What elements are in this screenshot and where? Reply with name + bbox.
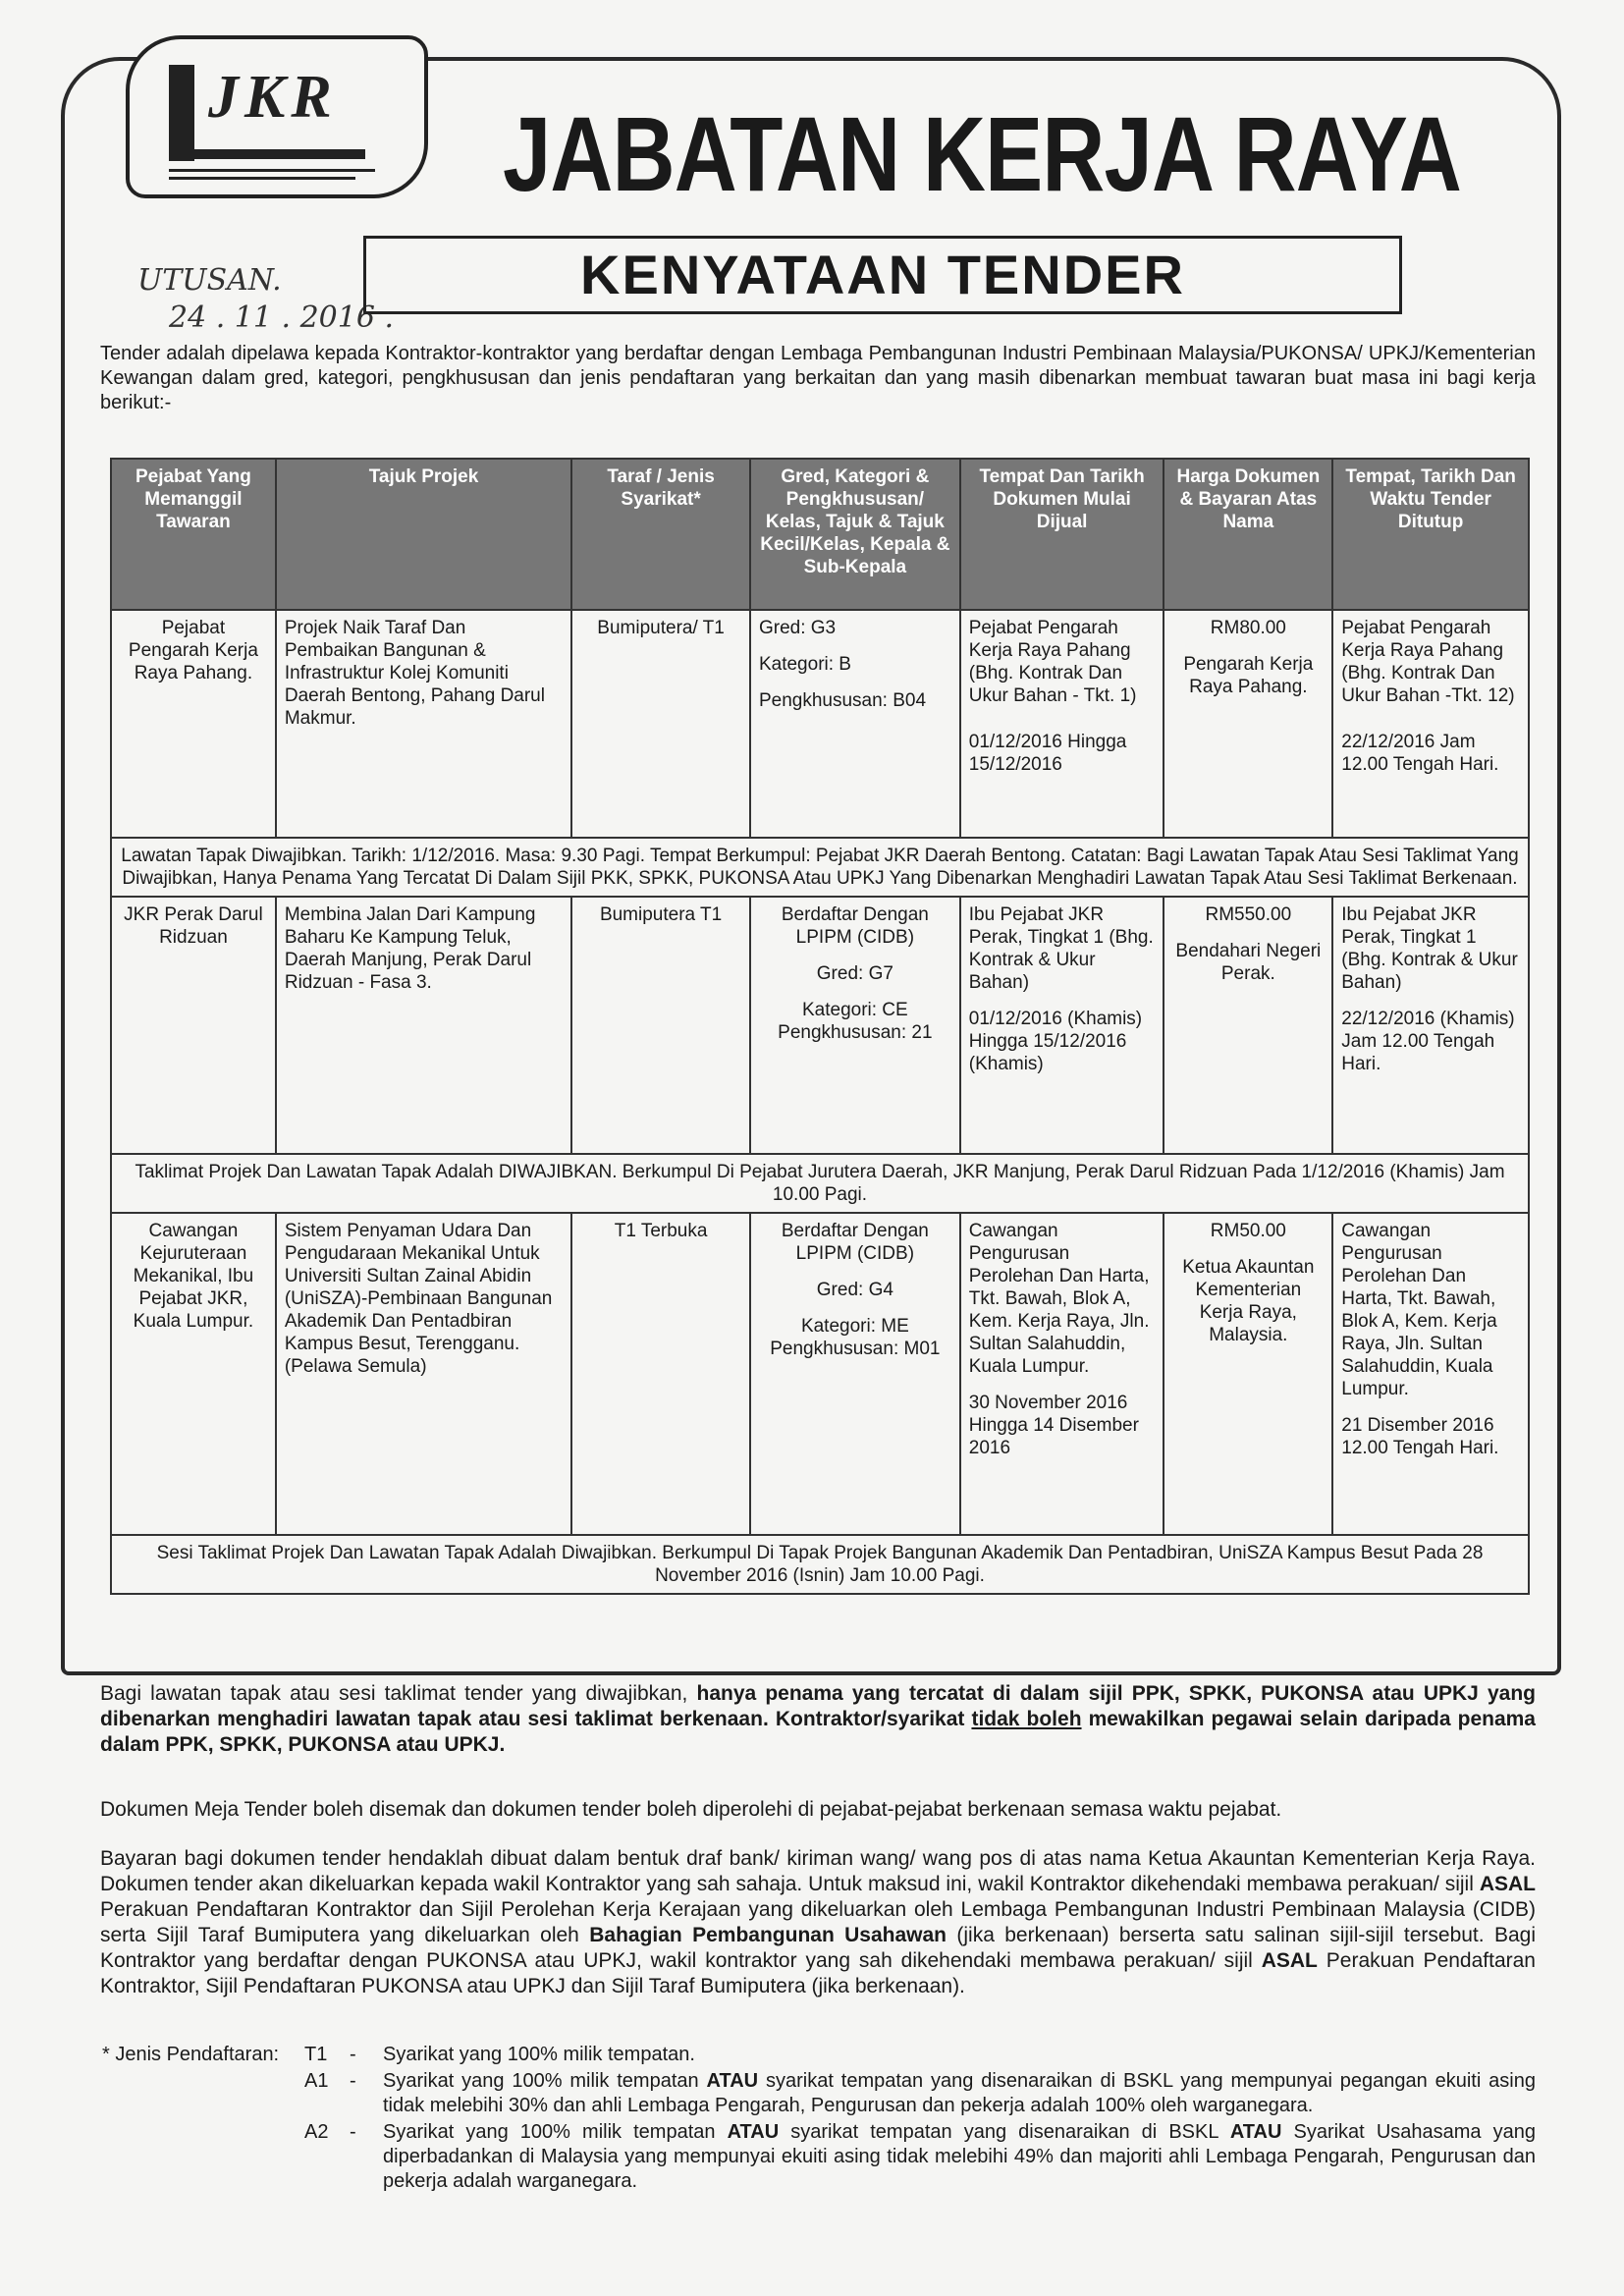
cell-grade — [750, 897, 960, 1154]
main-title: JABATAN KERJA RAYA — [503, 94, 1462, 213]
header-project: Tajuk Projek — [276, 459, 571, 610]
types-heading: * Jenis Pendaftaran: — [102, 2044, 280, 2065]
table-note-row — [111, 838, 1529, 897]
price-payee: Bendahari Negeri Perak. — [1175, 941, 1322, 984]
subtitle: KENYATAAN TENDER — [580, 244, 1185, 305]
type-description — [383, 2069, 1536, 2118]
type-code: A2 — [304, 2121, 329, 2143]
table-header-row — [111, 459, 1529, 610]
site-visit-note: Taklimat Projek Dan Lawatan Tapak Adalah DIWAJIBKAN. Berkumpul Di Pejabat Jurutera Daerah, JKR Manjung, Perak Darul Ridzuan Pada 1/12/2016 (Khamis) Jam 10.00 Pagi. — [111, 1154, 1529, 1213]
grade-line: Berdaftar Dengan LPIPM (CIDB) — [781, 904, 929, 948]
grade-line: Kategori: CE Pengkhususan: 21 — [778, 1000, 933, 1043]
close-date: 22/12/2016 (Khamis) Jam 12.00 Tengah Hari. — [1341, 1009, 1515, 1074]
type-code: T1 — [304, 2044, 328, 2065]
close-date: 22/12/2016 Jam 12.00 Tengah Hari. — [1341, 732, 1499, 775]
type-text: Syarikat Usahasama yang diperbadankan di Malaysia yang mempunyai ekuiti asing tidak melebihi 49% dan majoriti ahli Lembaga Pengarah, Pengurusan dan pekerja adalah warganegara. — [383, 2121, 1537, 2192]
registration-types — [102, 2043, 1536, 2196]
cell-grade — [750, 1213, 960, 1535]
grade-line: Gred: G4 — [816, 1280, 893, 1300]
para3-bold: Bahagian Pembangunan Usahawan — [589, 1924, 947, 1946]
tender-table — [110, 458, 1530, 1595]
header-price: Harga Dokumen & Bayaran Atas Nama — [1164, 459, 1332, 610]
type-row-a2 — [102, 2120, 1536, 2194]
price-payee: Pengarah Kerja Raya Pahang. — [1183, 654, 1314, 697]
cell-place — [960, 1213, 1164, 1535]
cell-close — [1332, 1213, 1529, 1535]
para3-text: Perakuan Pendaftaran Kontraktor, Sijil Pendaftaran PUKONSA atau UPKJ dan Sijil Taraf Bumiputera (jika berkenaan). — [100, 1949, 1536, 1997]
para3-bold: ASAL — [1261, 1949, 1318, 1972]
para1-underline: tidak boleh — [971, 1708, 1082, 1730]
cell-office: JKR Perak Darul Ridzuan — [111, 897, 276, 1154]
type-text: Syarikat yang 100% milik tempatan — [383, 2121, 728, 2143]
cell-status: Bumiputera/ T1 — [571, 610, 750, 838]
para3-bold: ASAL — [1479, 1873, 1536, 1895]
place-text: Ibu Pejabat JKR Perak, Tingkat 1 (Bhg. Kontrak & Ukur Bahan) — [968, 904, 1154, 993]
grade-line: Gred: G7 — [816, 963, 893, 984]
table-row — [111, 897, 1529, 1154]
header-close: Tempat, Tarikh Dan Waktu Tender Ditutup — [1332, 459, 1529, 610]
grade-line: Pengkhususan: B04 — [758, 690, 927, 711]
price-amount: RM80.00 — [1210, 618, 1286, 638]
type-row-a1 — [102, 2069, 1536, 2118]
place-dates: 01/12/2016 (Khamis) Hingga 15/12/2016 (Khamis) — [968, 1009, 1143, 1074]
payment-paragraph — [100, 1846, 1536, 1999]
table-row — [111, 610, 1529, 838]
logo-text: JKR — [208, 64, 338, 131]
site-visit-note: Sesi Taklimat Projek Dan Lawatan Tapak Adalah Diwajibkan. Berkumpul Di Tapak Projek Bangunan Akademik Dan Pentadbiran, UniSZA Kampus Besut Pada 28 November 2016 (Isnin) Jam 10.00 Pagi. — [111, 1535, 1529, 1594]
place-text: Cawangan Pengurusan Perolehan Dan Harta, Tkt. Bawah, Blok A, Kem. Kerja Raya, Jln. Sultan Salahuddin, Kuala Lumpur. — [968, 1221, 1150, 1377]
cell-place — [960, 610, 1164, 838]
cell-office: Pejabat Pengarah Kerja Raya Pahang. — [111, 610, 276, 838]
grade-line: Kategori: ME Pengkhususan: M01 — [770, 1316, 941, 1359]
price-amount: RM50.00 — [1210, 1221, 1286, 1241]
site-visit-note: Lawatan Tapak Diwajibkan. Tarikh: 1/12/2016. Masa: 9.30 Pagi. Tempat Berkumpul: Pejabat JKR Daerah Bentong. Catatan: Bagi Lawatan Tapak Atau Sesi Taklimat Yang Diwajibkan, Hanya Penama Yang Tercatat Di Dalam Sijil PKK, SPKK, PUKONSA Atau UPKJ Yang Dibenarkan Menghadiri Lawatan Tapak Atau Sesi Taklimat Berkenaan. — [111, 838, 1529, 897]
type-dash: - — [350, 2121, 356, 2143]
handwritten-source: UTUSAN. — [137, 263, 282, 298]
para3-text: (jika berkenaan) berserta satu salinan sijil-sijil tersebut. Bagi Kontraktor yang berdaftar dengan PUKONSA atau UPKJ, wakil kontraktor yang sah dikehendaki membawa perakuan/ sijil — [100, 1924, 1536, 1972]
table-note-row — [111, 1154, 1529, 1213]
type-code: A1 — [304, 2070, 329, 2092]
grade-line: Kategori: B — [758, 654, 851, 675]
close-place: Ibu Pejabat JKR Perak, Tingkat 1 (Bhg. Kontrak & Ukur Bahan) — [1341, 904, 1518, 993]
price-amount: RM550.00 — [1205, 904, 1292, 925]
close-place: Pejabat Pengarah Kerja Raya Pahang (Bhg. Kontrak Dan Ukur Bahan -Tkt. 12) — [1341, 618, 1515, 706]
cell-status: T1 Terbuka — [571, 1213, 750, 1535]
cell-price — [1164, 1213, 1332, 1535]
cell-project: Sistem Penyaman Udara Dan Pengudaraan Mekanikal Untuk Universiti Sultan Zainal Abidin (UniSZA)-Pembinaan Bangunan Akademik Dan Pentadbiran Kampus Besut, Terengganu. (Pelawa Semula) — [276, 1213, 571, 1535]
type-bold: ATAU — [727, 2121, 780, 2143]
cell-grade — [750, 610, 960, 838]
header-office: Pejabat Yang Memanggil Tawaran — [111, 459, 276, 610]
type-dash: - — [350, 2070, 356, 2092]
para1-bold: hanya penama yang tercatat di dalam sijil PPK, SPKK, PUKONSA atau UPKJ yang dibenarkan menghadiri lawatan tapak atau sesi taklimat berkenaan. Kontraktor/syarikat — [100, 1682, 1536, 1730]
price-payee: Ketua Akauntan Kementerian Kerja Raya, Malaysia. — [1182, 1257, 1315, 1345]
place-dates: 01/12/2016 Hingga 15/12/2016 — [968, 732, 1127, 775]
para1-lead: Bagi lawatan tapak atau sesi taklimat tender yang diwajibkan, — [100, 1682, 697, 1705]
subtitle-box — [363, 236, 1402, 314]
header-grade: Gred, Kategori & Pengkhususan/ Kelas, Tajuk & Tajuk Kecil/Kelas, Kepala & Sub-Kepala — [750, 459, 960, 610]
place-text: Pejabat Pengarah Kerja Raya Pahang (Bhg. Kontrak Dan Ukur Bahan - Tkt. 1) — [968, 618, 1137, 706]
cell-price — [1164, 610, 1332, 838]
cell-project: Membina Jalan Dari Kampung Baharu Ke Kampung Teluk, Daerah Manjung, Perak Darul Ridzuan - Fasa 3. — [276, 897, 571, 1154]
type-text: syarikat tempatan yang disenaraikan di BSKL yang mempunyai pegangan ekuiti asing tidak melebihi 30% dan ahli Lembaga Pengarah, Pengurusan dan pekerja adalah 100% oleh warganegara. — [383, 2070, 1536, 2116]
type-description: Syarikat yang 100% milik tempatan. — [383, 2044, 695, 2065]
para3-text: Perakuan Pendaftaran Kontraktor dan Sijil Perolehan Kerja Kerajaan yang dikeluarkan oleh Lembaga Pembangunan Industri Pembinaan Malaysia (CIDB) serta Sijil Taraf Bumiputera yang dikeluarkan oleh — [100, 1898, 1536, 1946]
cell-project: Projek Naik Taraf Dan Pembaikan Bangunan & Infrastruktur Kolej Komuniti Daerah Bentong, Pahang Darul Makmur. — [276, 610, 571, 838]
grade-line: Gred: G3 — [758, 618, 837, 638]
document-paragraph: Dokumen Meja Tender boleh disemak dan dokumen tender boleh diperolehi di pejabat-pejabat berkenaan semasa waktu pejabat. — [100, 1798, 1282, 1821]
cell-price — [1164, 897, 1332, 1154]
attendance-paragraph — [100, 1681, 1536, 1758]
place-dates: 30 November 2016 Hingga 14 Disember 2016 — [968, 1393, 1139, 1458]
type-text: syarikat tempatan yang disenaraikan di BSKL — [779, 2121, 1230, 2143]
header-place: Tempat Dan Tarikh Dokumen Mulai Dijual — [960, 459, 1164, 610]
close-date: 21 Disember 2016 12.00 Tengah Hari. — [1341, 1415, 1499, 1458]
para3-text: Bayaran bagi dokumen tender hendaklah dibuat dalam bentuk draf bank/ kiriman wang/ wang pos di atas nama Ketua Akauntan Kementerian Kerja Raya. Dokumen tender akan dikeluarkan kepada wakil Kontraktor yang sah sahaja. Untuk maksud ini, wakil Kontraktor dikehendaki membawa perakuan/ sijil — [100, 1847, 1536, 1895]
cell-place — [960, 897, 1164, 1154]
table-row — [111, 1213, 1529, 1535]
type-description — [383, 2120, 1536, 2194]
cell-close — [1332, 610, 1529, 838]
grade-line: Berdaftar Dengan LPIPM (CIDB) — [781, 1221, 929, 1264]
cell-office: Cawangan Kejuruteraan Mekanikal, Ibu Pejabat JKR, Kuala Lumpur. — [111, 1213, 276, 1535]
cell-status: Bumiputera T1 — [571, 897, 750, 1154]
close-place: Cawangan Pengurusan Perolehan Dan Harta, Tkt. Bawah, Blok A, Kem. Kerja Raya, Jln. Sultan Salahuddin, Kuala Lumpur. — [1341, 1221, 1497, 1399]
intro-paragraph: Tender adalah dipelawa kepada Kontraktor-kontraktor yang berdaftar dengan Lembaga Pembangunan Industri Pembinaan Malaysia/PUKONSA/ UPKJ/Kementerian Kewangan dalam gred, kategori, pengkhususan dan jenis pendaftaran yang berkaitan dan yang masih dibenarkan membuat tawaran buat masa ini bagi kerja berikut:- — [100, 343, 1536, 413]
cell-close — [1332, 897, 1529, 1154]
jkr-logo — [126, 35, 428, 198]
header-status: Taraf / Jenis Syarikat* — [571, 459, 750, 610]
type-text: Syarikat yang 100% milik tempatan — [383, 2070, 707, 2092]
para1-bold-end: mewakilkan pegawai selain daripada penama dalam PPK, SPKK, PUKONSA atau UPKJ. — [100, 1708, 1536, 1756]
type-bold: ATAU — [706, 2070, 759, 2092]
type-row-t1 — [102, 2043, 1536, 2067]
type-bold: ATAU — [1229, 2121, 1282, 2143]
type-dash: - — [350, 2044, 356, 2065]
handwritten-date: 24 . 11 . 2016 . — [169, 301, 394, 335]
table-note-row — [111, 1535, 1529, 1594]
